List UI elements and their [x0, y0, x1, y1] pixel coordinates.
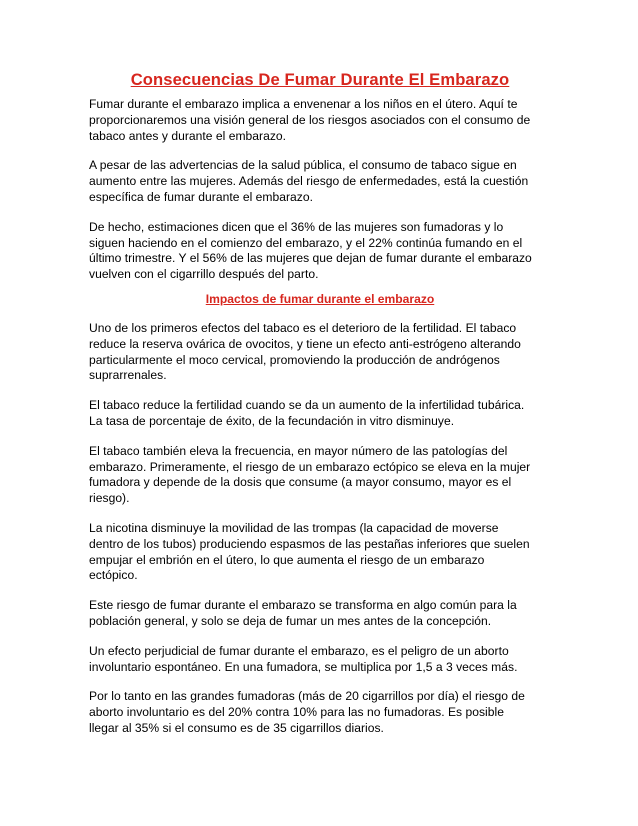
paragraph-line: siguen haciendo en el comienzo del embarazo, y el 22% continúa fumando en el — [89, 235, 523, 250]
paragraph-line: reduce la reserva ovárica de ovocitos, y tiene un efecto anti-estrógeno alterando — [89, 336, 521, 351]
paragraph-line: llegar al 35% si el consumo es de 35 cigarrillos diarios. — [89, 720, 384, 735]
paragraph-line: específica de fumar durante el embarazo. — [89, 189, 313, 204]
paragraph-line: La nicotina disminuye la movilidad de las trompas (la capacidad de moverse — [89, 520, 499, 535]
paragraph — [89, 398, 551, 430]
paragraph-line: particularmente el moco cervical, promoviendo la producción de andrógenos — [89, 352, 500, 367]
paragraph-line: empujar el embrión en el útero, lo que aumenta el riesgo de un embarazo — [89, 552, 485, 567]
paragraph-line: dentro de los tubos) produciendo espasmos de las pestañas inferiores que suelen — [89, 536, 530, 551]
paragraph-line: De hecho, estimaciones dicen que el 36% de las mujeres son fumadoras y lo — [89, 219, 504, 234]
paragraph-line: ectópico. — [89, 568, 138, 583]
paragraph — [89, 220, 551, 283]
paragraph — [89, 321, 551, 384]
page-title: Consecuencias De Fumar Durante El Embarazo — [130, 70, 510, 89]
paragraph — [89, 444, 551, 507]
paragraph-line: La tasa de porcentaje de éxito, de la fecundación in vitro disminuye. — [89, 413, 455, 428]
document-body — [89, 70, 551, 737]
paragraph-line: Este riesgo de fumar durante el embarazo se transforma en algo común para la — [89, 598, 517, 613]
paragraph-line: El tabaco también eleva la frecuencia, en mayor número de las patologías del — [89, 443, 508, 458]
impacts-section — [89, 321, 551, 737]
paragraph-line: tabaco antes y durante el embarazo. — [89, 128, 287, 143]
paragraph-line: riesgo). — [89, 491, 130, 506]
paragraph-line: Por lo tanto en las grandes fumadoras (más de 20 cigarrillos por día) el riesgo de — [89, 689, 525, 704]
paragraph-line: El tabaco reduce la fertilidad cuando se da un aumento de la infertilidad tubárica. — [89, 398, 525, 413]
paragraph-line: proporcionaremos una visión general de los riesgos asociados con el consumo de — [89, 112, 531, 127]
paragraph-line: involuntario espontáneo. En una fumadora, se multiplica por 1,5 a 3 veces más. — [89, 659, 518, 674]
paragraph — [89, 521, 551, 584]
paragraph — [89, 97, 551, 144]
paragraph-line: fumadora y depende de la dosis que consume (a mayor consumo, mayor es el — [89, 475, 512, 490]
paragraph-line: aumento entre las mujeres. Además del riesgo de enfermedades, está la cuestión — [89, 174, 529, 189]
paragraph — [89, 598, 551, 630]
paragraph — [89, 158, 551, 205]
paragraph-line: Un efecto perjudicial de fumar durante el embarazo, es el peligro de un aborto — [89, 643, 509, 658]
paragraph — [89, 689, 551, 736]
paragraph-line: Fumar durante el embarazo implica a envenenar a los niños en el útero. Aquí te — [89, 97, 518, 111]
paragraph-line: A pesar de las advertencias de la salud pública, el consumo de tabaco sigue en — [89, 158, 517, 173]
paragraph-line: aborto involuntario es del 20% contra 10% para las no fumadoras. Es posible — [89, 705, 504, 720]
paragraph-line: vuelven con el cigarrillo después del parto. — [89, 267, 319, 282]
paragraph-line: suprarrenales. — [89, 368, 167, 383]
section-heading: Impactos de fumar durante el embarazo — [205, 291, 435, 306]
intro-section — [89, 97, 551, 283]
paragraph-line: población general, y solo se deja de fumar un mes antes de la concepción. — [89, 613, 492, 628]
paragraph-line: Uno de los primeros efectos del tabaco es el deterioro de la fertilidad. El tabaco — [89, 320, 517, 335]
paragraph-line: último trimestre. Y el 56% de las mujeres que dejan de fumar durante el embarazo — [89, 251, 532, 266]
paragraph-line: embarazo. Primeramente, el riesgo de un embarazo ectópico se eleva en la mujer — [89, 459, 531, 474]
paragraph — [89, 644, 551, 676]
